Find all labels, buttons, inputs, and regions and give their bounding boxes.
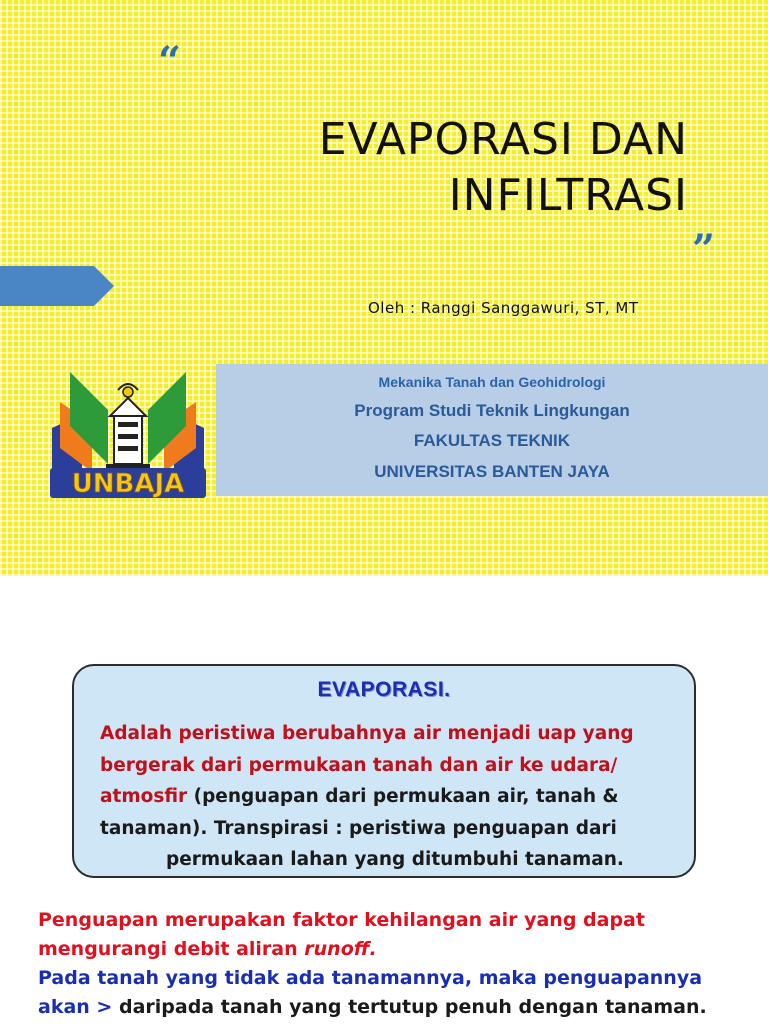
body-text (38, 906, 748, 1022)
paragraph-1-line-2-text: mengurangi debit aliran (38, 938, 305, 960)
definition-text (100, 718, 680, 876)
close-quote-icon: ” (692, 226, 716, 273)
info-box (216, 364, 768, 496)
paragraph-2-line-1: Pada tanah yang tidak ada tanamannya, maka penguapannya (38, 967, 703, 989)
arrow-shape (0, 266, 114, 306)
unbaja-logo (48, 364, 208, 500)
course-name: Mekanika Tanah dan Geohidrologi (378, 374, 606, 390)
logo-text: UNBAJA (71, 469, 185, 499)
definition-line-5: permukaan lahan yang ditumbuhi tanaman. (166, 849, 624, 870)
definition-line-3a: atmosfir (100, 786, 188, 807)
university-name: UNIVERSITAS BANTEN JAYA (374, 462, 610, 481)
slide-title (48, 112, 688, 224)
faculty-name: FAKULTAS TEKNIK (413, 431, 571, 450)
runoff-term: runoff. (304, 938, 377, 960)
paragraph-2-akan: akan > (38, 996, 119, 1018)
definition-box (72, 664, 696, 878)
paragraph-2-rest: daripada tanah yang tertutup penuh dengan tanaman. (118, 996, 707, 1018)
definition-line-3b: (penguapan dari permukaan air, tanah & (187, 786, 619, 807)
paragraph-1-line-2 (38, 935, 748, 964)
definition-heading: EVAPORASI. (317, 678, 451, 701)
definition-line-4: tanaman). Transpirasi : peristiwa penguapan dari (100, 817, 617, 839)
definition-line-2: bergerak dari permukaan tanah dan air ke udara/ (100, 754, 618, 776)
paragraph-1-line-1: Penguapan merupakan faktor kehilangan air yang dapat (38, 909, 645, 931)
title-line-2: INFILTRASI (448, 170, 688, 221)
definition-line-1: Adalah peristiwa berubahnya air menjadi uap yang (100, 723, 634, 744)
author: Oleh : Ranggi Sanggawuri, ST, MT (368, 299, 639, 317)
paragraph-2-line-2 (38, 993, 748, 1022)
title-line-1: EVAPORASI DAN (318, 114, 688, 165)
program-name: Program Studi Teknik Lingkungan (354, 401, 630, 420)
open-quote-icon: “ (158, 38, 182, 85)
